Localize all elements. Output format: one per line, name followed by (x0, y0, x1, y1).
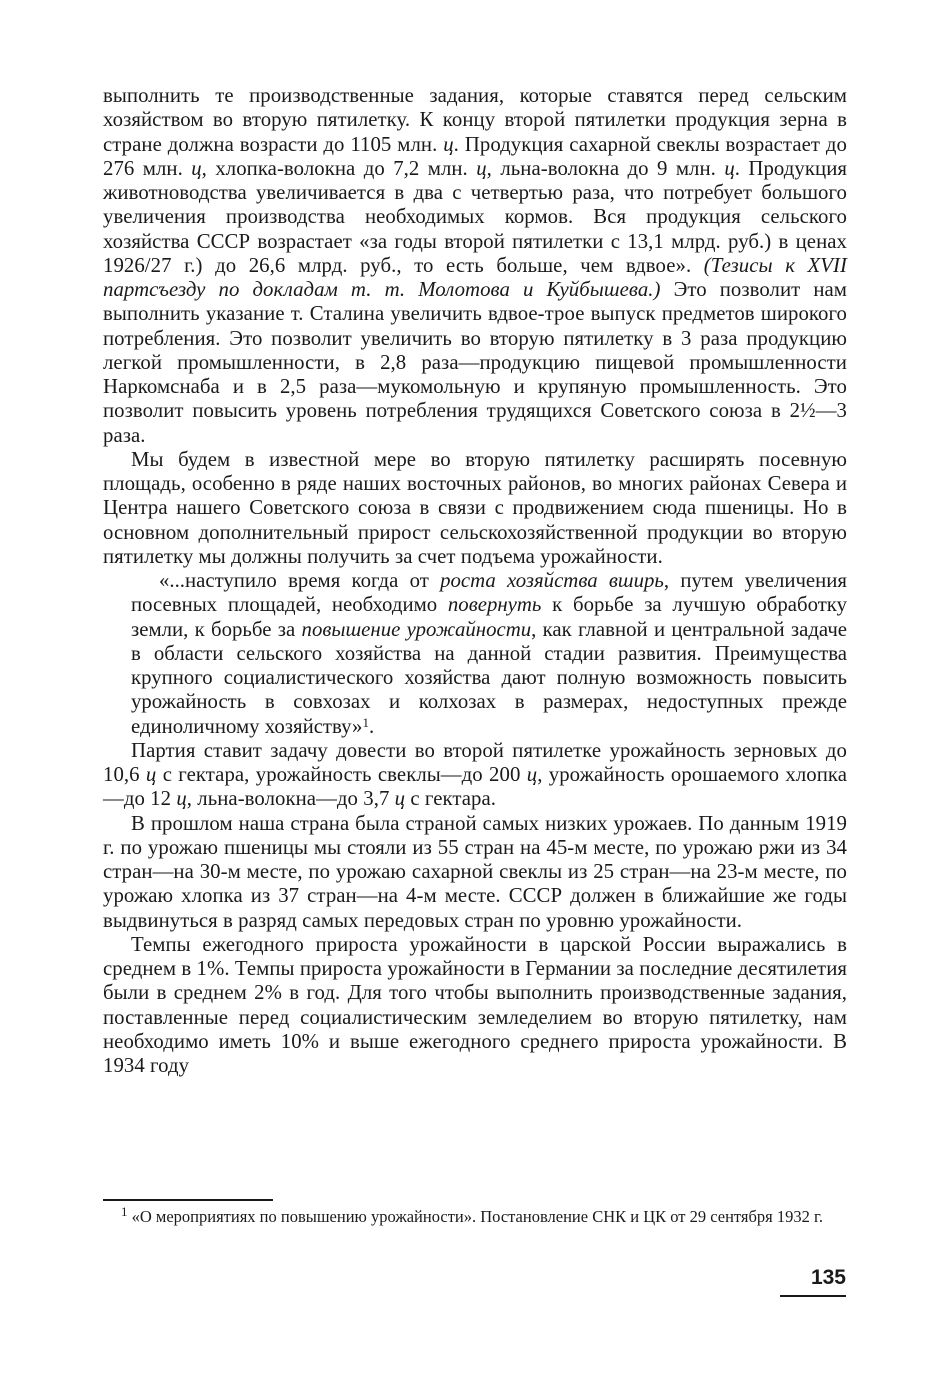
italic-text: ц (176, 787, 187, 811)
paragraph-2 (103, 448, 847, 569)
text-run: «...наступило время когда от (159, 569, 441, 592)
text-run: к борьбе за лучшую обработку земли, к борьбе за (131, 593, 847, 641)
italic-text: ц (145, 763, 157, 786)
text-run: . Продукция животноводства увеличивается в два с четвертью раза, что потребует большого увеличения производства необходимых кормов. Вся продукция сельского хозяйства СССР возрастает «за годы второй пятилетки с 13,1 млрд. руб.) в ценах 1926/27 г.) до 26,6 млрд. руб., то есть больше, чем вдвое». (103, 156, 847, 277)
italic-text: ц (191, 156, 202, 180)
text-run: . (368, 714, 375, 738)
text-run: , как главной и центральной задаче в области сельского хозяйства на данной стадии развития. Преимущества крупного социалистического хозяйства дают полную возможность повысить урожайность в совхозах и колхозах в размерах, недоступных прежде единоличному хозяйству» (131, 617, 848, 738)
page-number: 135 (810, 1266, 846, 1289)
footnote-text: «О мероприятиях по повышению урожайности». Постановление СНК и ЦК от 29 сентября 1932 г. (127, 1207, 824, 1226)
italic-text: ц (724, 156, 735, 180)
text-run: с гектара, урожайность свеклы—до 200 (156, 763, 527, 786)
italic-text: ц (394, 787, 406, 811)
text-run: с гектара. (405, 787, 497, 811)
text-run: Мы будем в известной мере во вторую пятилетку расширять посевную площадь, особенно в ряде наших восточных районов, во многих районах Севера и Центра нашего Советского союза в связи с продвижением сюда пшеницы. Но в основном дополнительный прирост сельскохозяйственной продукции во вторую пятилетку мы должны получить за счет подъема урожайности. (103, 447, 847, 568)
italic-text: (Тезисы к XVII партсъезду по докладам т. т. Молотова и Куйбышева.) (103, 253, 848, 301)
footnote-rule (103, 1199, 273, 1201)
paragraph-3 (103, 739, 847, 812)
paragraph-5 (103, 933, 847, 1079)
text-run: , урожайность орошаемого хлопка—до 12 (103, 763, 847, 811)
page-body (103, 84, 847, 1078)
text-run: Темпы ежегодного прироста урожайности в царской России выражались в среднем в 1%. Темпы прироста урожайности в Германии за последние десятилетия были в среднем 2% в год. Для того чтобы выполнить производственные задания, поставленные перед социалистическим земледелием во вторую пятилетку, нам необходимо иметь 10% и выше ежегодного среднего прироста урожайности. В 1934 году (103, 932, 847, 1077)
footnote-reference: 1 (362, 714, 369, 730)
text-run: , льна-волокна до 9 млн. (486, 156, 725, 180)
text-run: Это позволит нам выполнить указание т. Сталина увеличить вдвое-трое выпуск предметов широкого потребления. Это позволит увеличить во вторую пятилетку в 3 раза продукцию легкой промышленности, в 2,8 раза—продукцию пищевой промышленности Наркомснаба и в 2,5 раза—мукомольную и крупяную промышленность. Это позволит повысить уровень потребления трудящихся Советского союза в 2½—3 раза. (103, 278, 847, 447)
footnote (103, 1206, 847, 1228)
text-run: , льна-волокна—до 3,7 (186, 787, 395, 811)
italic-text: повернуть (447, 593, 542, 617)
text-run: , путем увеличения посевных площадей, необходимо (131, 569, 847, 617)
italic-text: ц (476, 156, 487, 180)
italic-text: ц (443, 132, 454, 156)
paragraph-4 (103, 812, 847, 933)
quotation (131, 569, 847, 739)
page-number-rule (780, 1295, 846, 1297)
italic-text: ц (526, 763, 538, 786)
italic-text: повышение урожайности (301, 617, 532, 641)
text-run: В прошлом наша страна была страной самых низких урожаев. По данным 1919 г. по урожаю пшеницы мы стояли из 55 стран на 45-м месте, по урожаю ржи из 34 стран—на 30-м месте, по урожаю сахарной свеклы из 25 стран—на 23-м месте, по урожаю хлопка из 37 стран—на 4-м месте. СССР должен в ближайшие же годы выдвинуться в разряд самых передовых стран по уровню урожайности. (103, 811, 847, 932)
text-run: Партия ставит задачу довести во второй пятилетке урожайность зерновых до 10,6 (103, 738, 847, 786)
text-run: , хлопка-волокна до 7,2 млн. (201, 156, 477, 180)
italic-text: роста хозяйства вширь (440, 569, 664, 592)
footnote-marker: 1 (121, 1204, 128, 1219)
text-run: выполнить те производственные задания, которые ставятся перед сельским хозяйством во вторую пятилетку. К концу второй пятилетки продукция зерна в стране должна возрасти до 1105 млн. (103, 84, 847, 156)
paragraph-1 (103, 84, 847, 448)
text-run: . Продукция сахарной свеклы возрастает до 276 млн. (103, 132, 847, 180)
